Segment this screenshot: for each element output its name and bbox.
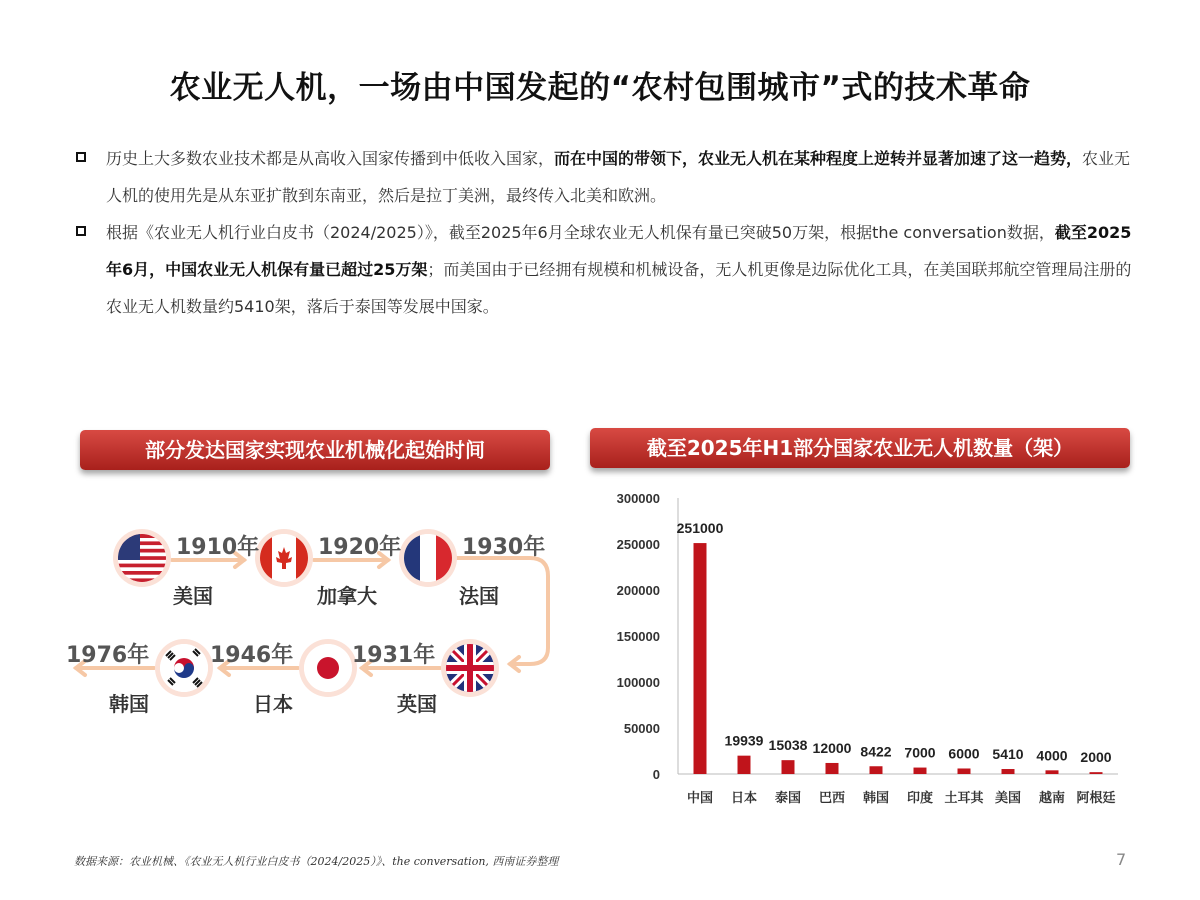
x-tick-label: 阿根廷: [1076, 791, 1116, 806]
canada-flag-icon: [260, 534, 308, 582]
bar-chart-svg: [590, 480, 1130, 820]
data-label: 251000: [676, 520, 724, 537]
x-tick-label: 泰国: [774, 791, 802, 806]
country-label-canada: 加拿大: [317, 584, 377, 608]
bullet-1-text-2: 农业无人机的使用先是从东亚扩散到东南亚，然后是拉丁美洲，最终传入北美和欧洲。: [106, 149, 1131, 205]
year-label-usa: 1910年: [176, 535, 260, 560]
bullet-2-text-2: ；而美国由于已经拥有规模和机械设备，无人机更像是边际优化工具，在美国联邦航空管理局注册的农业无人机数量约5410架，落后于泰国等发展中国家。: [106, 260, 1132, 316]
x-tick-label: 土耳其: [944, 791, 984, 806]
y-tick-label: 250000: [616, 537, 660, 552]
y-tick-label: 200000: [616, 583, 660, 598]
checkbox-square-icon: [76, 226, 86, 236]
bar: [914, 768, 927, 774]
data-label: 15038: [768, 737, 808, 754]
left-section-banner: 部分发达国家实现农业机械化起始时间: [80, 430, 550, 470]
x-tick-label: 越南: [1038, 791, 1066, 806]
bullet-2-bold: 截至2025年6月，中国农业无人机保有量已超过25万架: [106, 223, 1132, 279]
country-label-korea: 韩国: [109, 692, 149, 716]
right-section-banner: 截至2025年H1部分国家农业无人机数量（架）: [590, 428, 1130, 468]
bullet-1-bold: 而在中国的带领下，农业无人机在某种程度上逆转并显著加速了这一趋势，: [554, 149, 1083, 168]
country-label-usa: 美国: [173, 584, 213, 608]
bar: [1002, 769, 1015, 774]
data-label: 19939: [724, 732, 764, 749]
bar: [826, 763, 839, 774]
bar: [958, 768, 971, 774]
bar: [782, 760, 795, 774]
bar: [694, 543, 707, 774]
data-label: 12000: [812, 739, 852, 756]
country-label-japan: 日本: [253, 692, 293, 716]
data-label: 4000: [1036, 747, 1068, 764]
bullet-list: [74, 140, 1144, 325]
y-tick-label: 0: [652, 767, 660, 782]
country-label-france: 法国: [459, 584, 499, 608]
x-tick-label: 美国: [994, 791, 1022, 806]
country-label-uk: 英国: [397, 692, 437, 716]
japan-flag-icon: [304, 644, 352, 692]
x-tick-label: 韩国: [862, 791, 890, 806]
year-label-uk: 1931年: [352, 643, 436, 668]
bullet-item-2: [74, 214, 1144, 325]
data-label: 7000: [904, 744, 936, 761]
data-label: 6000: [948, 745, 980, 762]
bar: [1046, 770, 1059, 774]
y-tick-label: 150000: [616, 629, 660, 644]
checkbox-square-icon: [76, 152, 86, 162]
y-tick-label: 100000: [616, 675, 660, 690]
usa-flag-icon: [118, 534, 166, 582]
bar: [738, 756, 751, 774]
page-number: 7: [1116, 850, 1127, 869]
uk-flag-icon: [446, 644, 494, 692]
year-label-france: 1930年: [462, 535, 546, 560]
x-tick-label: 巴西: [818, 791, 846, 806]
drone-count-bar-chart: [590, 480, 1130, 824]
bullet-2-text: 根据《农业无人机行业白皮书（2024/2025）》，截至2025年6月全球农业无人机保有量已突破50万架，根据the conversation数据，: [106, 223, 1055, 242]
bullet-1-text: 历史上大多数农业技术都是从高收入国家传播到中低收入国家，: [106, 149, 555, 168]
x-tick-label: 印度: [906, 791, 934, 806]
y-tick-label: 300000: [616, 491, 660, 506]
year-label-japan: 1946年: [210, 643, 294, 668]
bar: [1090, 772, 1103, 774]
year-label-korea: 1976年: [66, 643, 150, 668]
data-label: 5410: [992, 746, 1024, 763]
data-label: 2000: [1080, 749, 1112, 766]
year-label-canada: 1920年: [318, 535, 402, 560]
x-tick-label: 中国: [686, 791, 714, 806]
arrow-head: [510, 657, 519, 671]
data-label: 8422: [860, 743, 892, 760]
bullet-item-1: [74, 140, 1144, 214]
y-tick-label: 50000: [623, 721, 660, 736]
bar: [870, 766, 883, 774]
data-source-note: 数据来源：农业机械、《农业无人机行业白皮书（2024/2025）》、the conversation, 西南证券整理: [74, 855, 559, 868]
france-flag-icon: [404, 534, 452, 582]
korea-flag-icon: [160, 644, 208, 692]
x-tick-label: 日本: [730, 791, 758, 806]
page-title: 农业无人机，一场由中国发起的“农村包围城市”式的技术革命: [169, 70, 1031, 106]
